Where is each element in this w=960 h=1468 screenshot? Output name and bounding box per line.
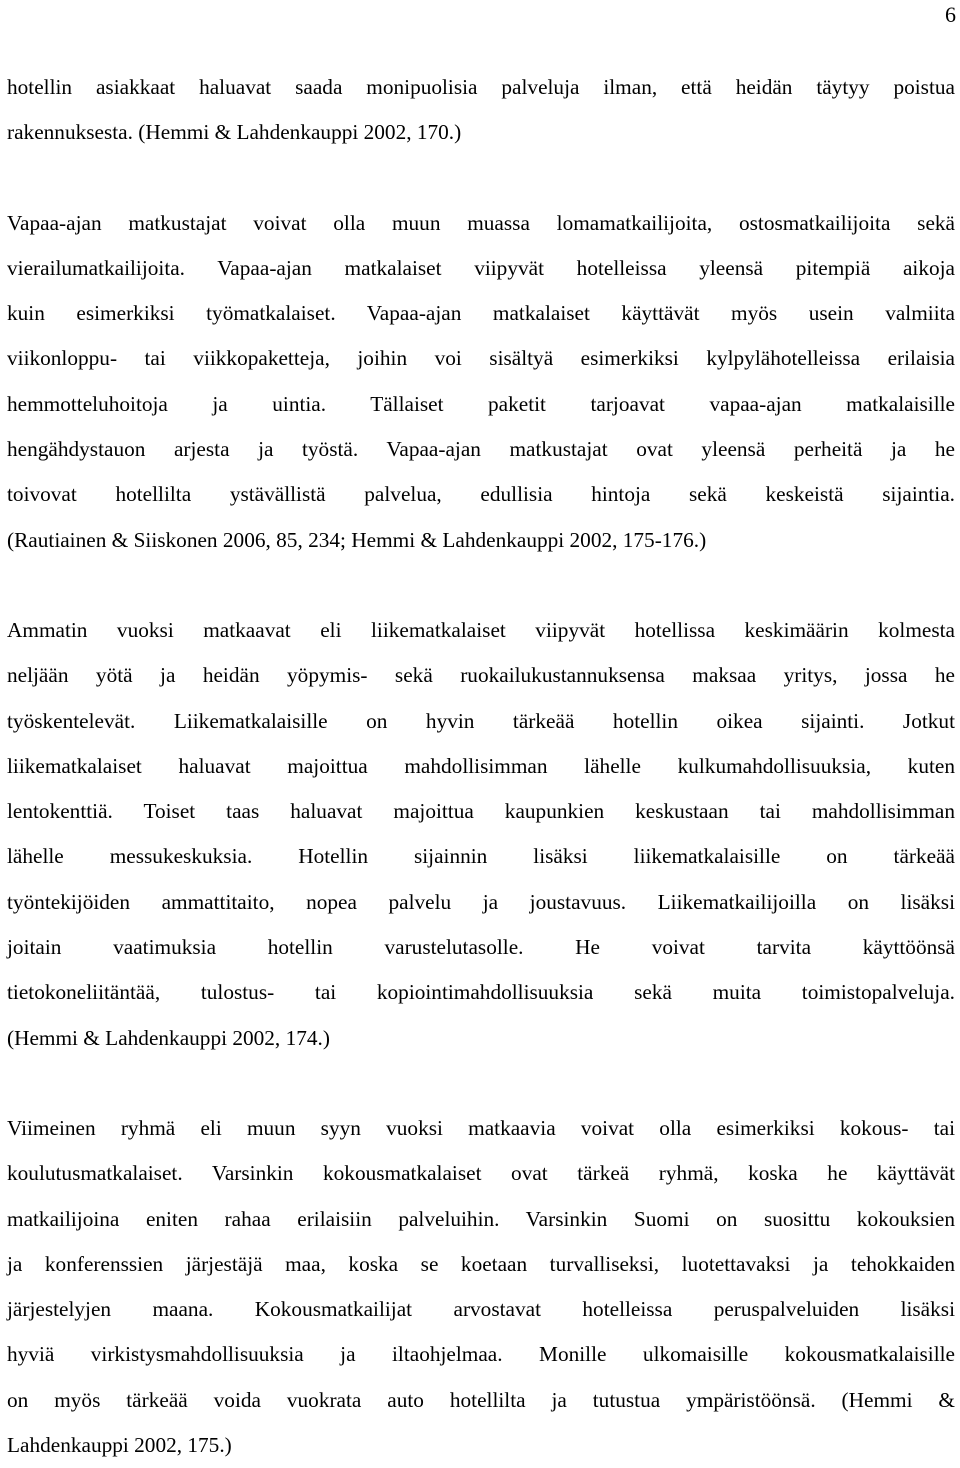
- text-line: työskentelevät. Liikematkalaisille on hyvin tärkeää hotellin oikea sijainti. Jotkut: [7, 708, 955, 733]
- text-line: viikonloppu- tai viikkopaketteja, joihin voi sisältyä esimerkiksi kylpylähotelleissa erilaisia: [7, 346, 955, 371]
- text-line: vierailumatkailijoita. Vapaa-ajan matkalaiset viipyvät hotelleissa yleensä pitempiä aikoja: [7, 255, 955, 280]
- text-line: on myös tärkeää voida vuokrata auto hotellilta ja tutustua ympäristöönsä. (Hemmi &: [7, 1387, 955, 1412]
- text-line: tietokoneliitäntää, tulostus- tai kopiointimahdollisuuksia sekä muita toimistopalveluja.: [7, 980, 955, 1005]
- paragraph-1: [7, 65, 955, 156]
- text-line: Viimeinen ryhmä eli muun syyn vuoksi matkaavia voivat olla esimerkiksi kokous- tai: [7, 1115, 955, 1140]
- text-line: Lahdenkauppi 2002, 175.): [7, 1433, 232, 1458]
- paragraph-gap: [7, 1061, 955, 1106]
- text-line: hemmotteluhoitoja ja uintia. Tällaiset paketit tarjoavat vapaa-ajan matkalaisille: [7, 391, 955, 416]
- paragraph-2: [7, 201, 955, 563]
- text-line: hengähdystauon arjesta ja työstä. Vapaa-ajan matkustajat ovat yleensä perheitä ja he: [7, 437, 955, 462]
- text-line: joitain vaatimuksia hotellin varustelutasolle. He voivat tarvita käyttöönsä: [7, 935, 955, 960]
- text-line: neljään yötä ja heidän yöpymis- sekä ruokailukustannuksensa maksaa yritys, jossa he: [7, 663, 955, 688]
- text-line: (Rautiainen & Siiskonen 2006, 85, 234; Hemmi & Lahdenkauppi 2002, 175-176.): [7, 527, 707, 552]
- text-line: työntekijöiden ammattitaito, nopea palvelu ja joustavuus. Liikematkailijoilla on lisäksi: [7, 889, 955, 914]
- text-line: (Hemmi & Lahdenkauppi 2002, 174.): [7, 1025, 330, 1050]
- text-line: ja konferenssien järjestäjä maa, koska se koetaan turvalliseksi, luotettavaksi ja tehokkaiden: [7, 1251, 955, 1276]
- text-line: koulutusmatkalaiset. Varsinkin kokousmatkalaiset ovat tärkeä ryhmä, koska he käyttävät: [7, 1161, 955, 1186]
- text-line: toivovat hotellilta ystävällistä palvelua, edullisia hintoja sekä keskeistä sijaintia.: [7, 482, 955, 507]
- text-line: hyviä virkistysmahdollisuuksia ja iltaohjelmaa. Monille ulkomaisille kokousmatkalaisille: [7, 1342, 955, 1367]
- paragraph-3: [7, 608, 955, 1061]
- text-line: kuin esimerkiksi työmatkalaiset. Vapaa-ajan matkalaiset käyttävät myös usein valmiita: [7, 301, 955, 326]
- text-line: Ammatin vuoksi matkaavat eli liikematkalaiset viipyvät hotellissa keskimäärin kolmesta: [7, 617, 955, 642]
- text-line: rakennuksesta. (Hemmi & Lahdenkauppi 2002, 170.): [7, 120, 462, 145]
- text-line: Vapaa-ajan matkustajat voivat olla muun muassa lomamatkailijoita, ostosmatkailijoita sekä: [7, 210, 955, 235]
- text-line: hotellin asiakkaat haluavat saada monipuolisia palveluja ilman, että heidän täytyy poistua: [7, 75, 955, 99]
- text-line: järjestelyjen maana. Kokousmatkailijat arvostavat hotelleissa peruspalveluiden lisäksi: [7, 1297, 955, 1322]
- text-line: lähelle messukeskuksia. Hotellin sijainnin lisäksi liikematkalaisille on tärkeää: [7, 844, 955, 869]
- paragraph-gap: [7, 156, 955, 201]
- text-line: liikematkalaiset haluavat majoittua mahdollisimman lähelle kulkumahdollisuuksia, kuten: [7, 753, 955, 778]
- paragraph-4: [7, 1106, 955, 1468]
- page-number: 6: [945, 2, 956, 27]
- document-body: [7, 65, 955, 1468]
- text-line: matkailijoina eniten rahaa erilaisiin palveluihin. Varsinkin Suomi on suosittu kokouksien: [7, 1206, 955, 1231]
- paragraph-gap: [7, 563, 955, 608]
- text-line: lentokenttiä. Toiset taas haluavat majoittua kaupunkien keskustaan tai mahdollisimman: [7, 799, 955, 824]
